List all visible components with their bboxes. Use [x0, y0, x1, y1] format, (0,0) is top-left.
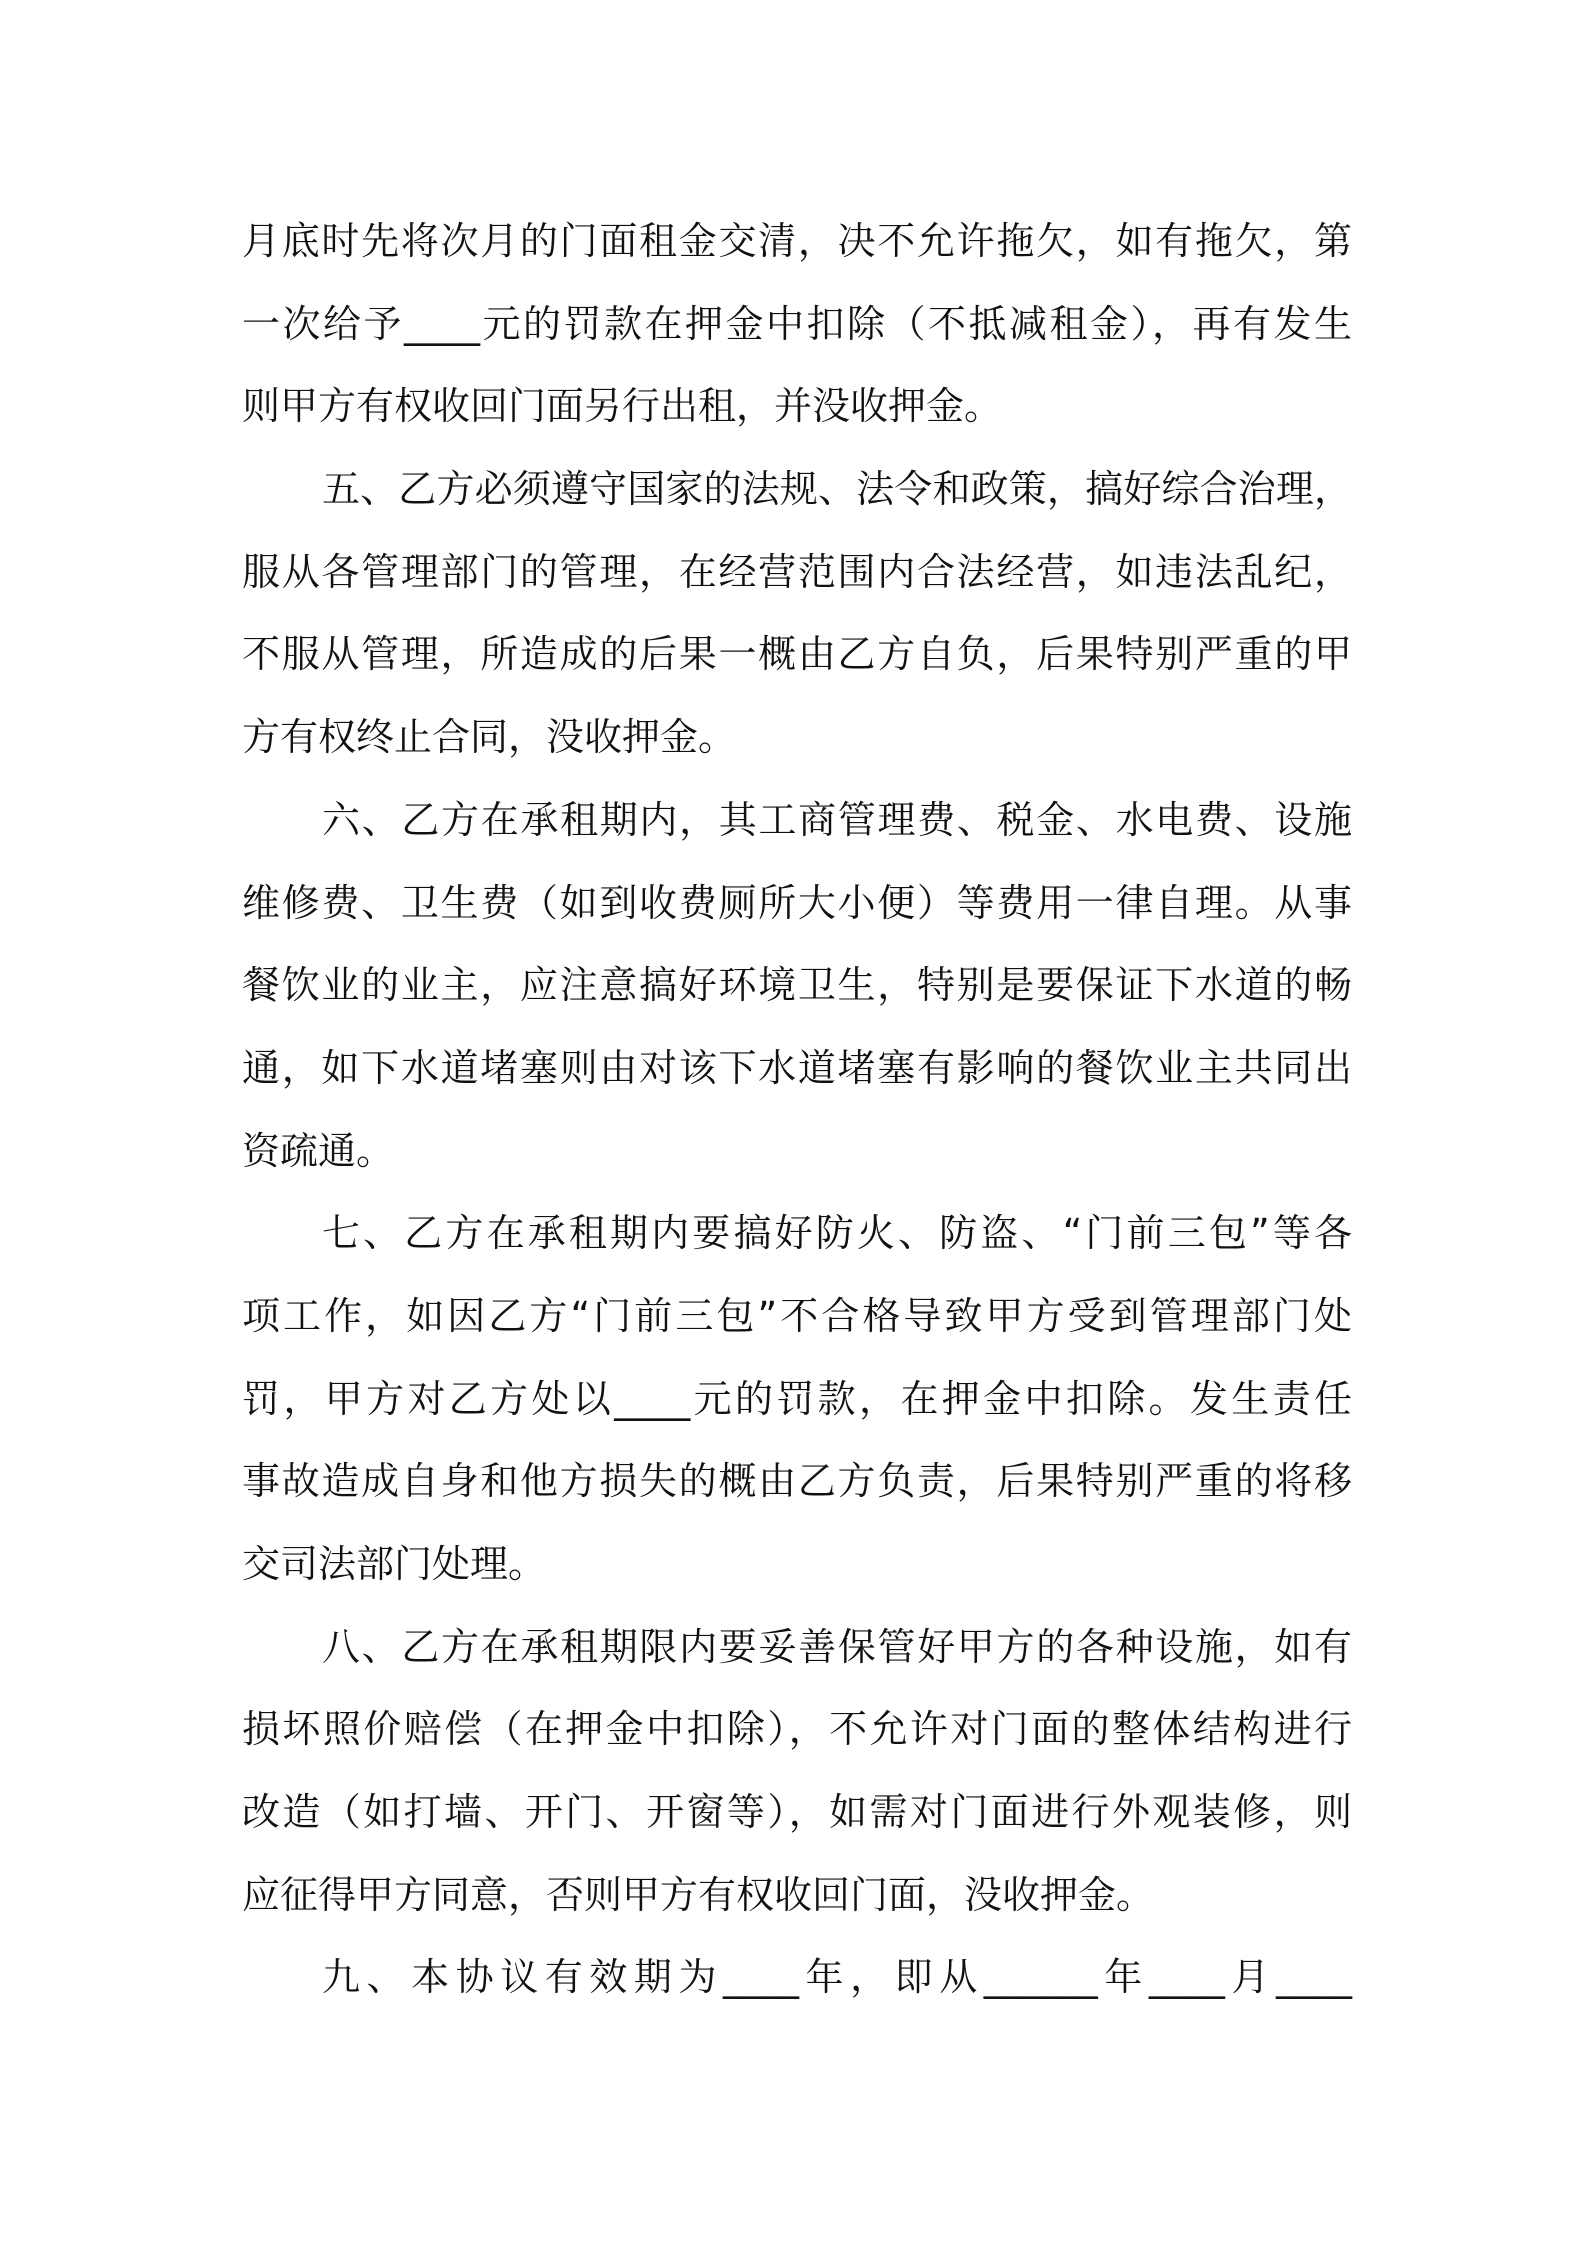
clause-8-start: 八、乙方在承租期限内要妥善保管好甲方的各种设施，如有: [322, 1624, 1352, 1669]
text-line: 一次给予____元的罚款在押金中扣除（不抵减租金），再有发生: [242, 301, 1352, 346]
text-line: 改造（如打墙、开门、开窗等），如需对门面进行外观装修，则: [242, 1790, 1352, 1835]
text-line: 项工作，如因乙方“门前三包”不合格导致甲方受到管理部门处: [242, 1293, 1352, 1338]
clause-9-start: 九、本协议有效期为____年，即从______年____月____: [322, 1955, 1352, 2000]
text-line: 维修费、卫生费（如到收费厕所大小便）等费用一律自理。从事: [242, 880, 1352, 925]
text-line: 损坏照价赔偿（在押金中扣除），不允许对门面的整体结构进行: [242, 1707, 1352, 1752]
clause-5-start: 五、乙方必须遵守国家的法规、法令和政策，搞好综合治理，: [322, 467, 1352, 512]
text-line: 通，如下水道堵塞则由对该下水道堵塞有影响的餐饮业主共同出: [242, 1045, 1352, 1090]
clause-7-start: 七、乙方在承租期内要搞好防火、防盗、“门前三包”等各: [322, 1211, 1352, 1256]
text-line: 资疏通。: [242, 1128, 395, 1173]
text-line: 应征得甲方同意，否则甲方有权收回门面，没收押金。: [242, 1872, 1155, 1917]
text-line: 罚，甲方对乙方处以____元的罚款，在押金中扣除。发生责任: [242, 1376, 1352, 1421]
text-line: 方有权终止合同，没收押金。: [242, 715, 737, 760]
text-line: 则甲方有权收回门面另行出租，并没收押金。: [242, 384, 1003, 429]
text-line: 事故造成自身和他方损失的概由乙方负责，后果特别严重的将移: [242, 1459, 1352, 1504]
clause-6-start: 六、乙方在承租期内，其工商管理费、税金、水电费、设施: [322, 797, 1352, 842]
text-line: 服从各管理部门的管理，在经营范围内合法经营，如违法乱纪，: [242, 549, 1352, 594]
text-line: 不服从管理，所造成的后果一概由乙方自负，后果特别严重的甲: [242, 632, 1352, 677]
text-line: 月底时先将次月的门面租金交清，决不允许拖欠，如有拖欠，第: [242, 219, 1352, 263]
contract-text: [242, 200, 1352, 2019]
text-line: 交司法部门处理。: [242, 1542, 547, 1586]
text-line: 餐饮业的业主，应注意搞好环境卫生，特别是要保证下水道的畅: [242, 963, 1352, 1008]
